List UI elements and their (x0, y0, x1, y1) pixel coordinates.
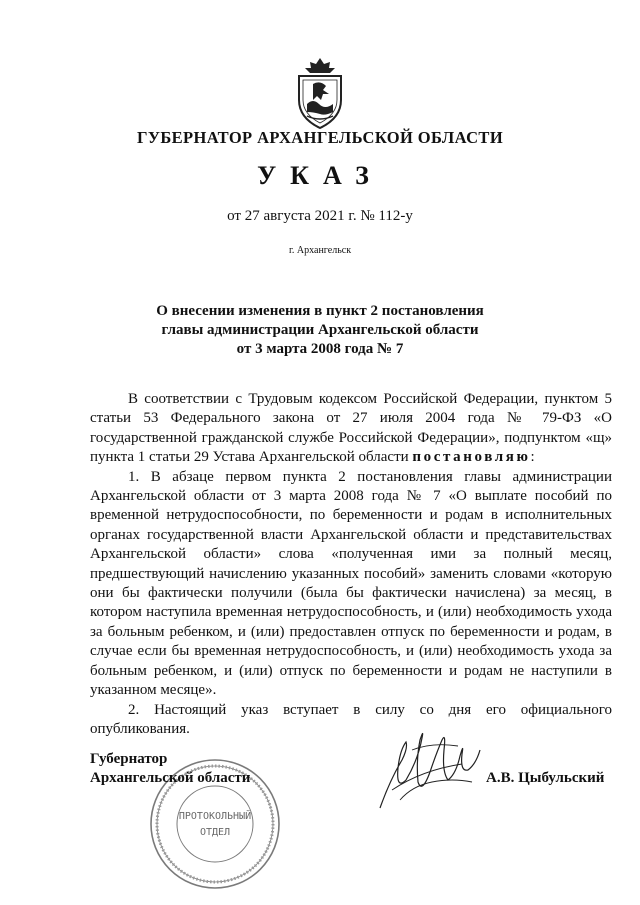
title-line: О внесении изменения в пункт 2 постановления (156, 303, 484, 319)
document-body (90, 390, 612, 739)
position-line: Губернатор (90, 751, 168, 767)
decree-word: постановляю (412, 449, 531, 466)
stamp-text-line1: ПРОТОКОЛЬНЫЙ (178, 811, 252, 822)
item-1-paragraph: 1. В абзаце первом пункта 2 постановления главы администрации Архангельской области от 3 марта 2008 года № 7 «О выплате пособий по временной нетрудоспособности, по беременности и родам в исполнительных органах государственной власти Архангельской области и представительствах Архангельской области» слова «полученная ими за полный месяц, предшествующий начислению указанных пособий» заменить словами «которую они бы фактически получили (была бы фактически начислена) за месяц, в котором наступила временная нетрудоспособность, и (или) необходимость ухода за больным ребенком, и (или) предоставлен отпуск по беременности и родам, в случае если бы временная нетрудоспособность, и (или) необходимость ухода за больным ребенком, и (или) отпуск по беременности и родам не наступили в указанном месяце». (90, 468, 612, 699)
issuer-heading: ГУБЕРНАТОР АРХАНГЕЛЬСКОЙ ОБЛАСТИ (136, 128, 504, 147)
stamp-text-line2: ОТДЕЛ (199, 827, 231, 838)
document-city: г. Архангельск (288, 245, 352, 256)
title-line: главы администрации Архангельской области (161, 322, 479, 338)
preamble-text: В соответствии с Трудовым кодексом Российской Федерации, пунктом 5 статьи 53 Федерального закона от 27 июля 2004 года № 79-ФЗ «О государственной гражданской службе Российской Федерации», подпунктом «щ» пункта 1 статьи 29 Устава Архангельской области (90, 391, 612, 466)
position-line: Архангельской области (90, 770, 251, 786)
signatory-name: А.В. Цыбульский (486, 770, 605, 786)
handwritten-signature-icon (372, 720, 494, 820)
coat-of-arms-icon (293, 56, 347, 130)
preamble-paragraph (90, 390, 612, 468)
title-line: от 3 марта 2008 года № 7 (236, 341, 404, 357)
item-2-paragraph: 2. Настоящий указ вступает в силу со дня его официального опубликования. (90, 701, 612, 737)
document-type: УКАЗ (257, 161, 383, 190)
document-date-number: от 27 августа 2021 г. № 112-у (227, 208, 413, 224)
signatory-position (90, 750, 250, 788)
decree-suffix: : (530, 449, 535, 466)
document-title (120, 302, 520, 359)
